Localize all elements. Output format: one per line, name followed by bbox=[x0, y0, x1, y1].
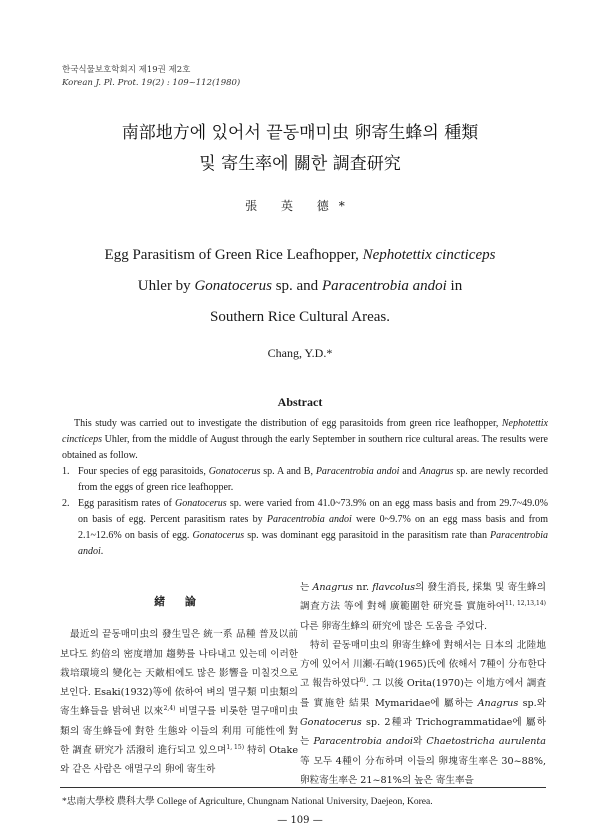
abstract-text: sp. was dominant egg parasitoid in the parasitism rate than bbox=[244, 530, 491, 541]
genus-name: Gonatocerus bbox=[300, 717, 362, 729]
species-name: Paracentrobia andoi bbox=[315, 466, 400, 477]
body-text: 다른 卵寄生蜂의 研究에 많은 도움을 주었다. bbox=[300, 620, 488, 632]
species-name: Paracentrobia andoi bbox=[78, 530, 548, 557]
korean-title-line-2: 및 寄生率에 關한 調査研究 bbox=[199, 154, 401, 174]
finding-item bbox=[62, 464, 548, 496]
species-name: Paracentrobia andoi bbox=[321, 278, 447, 294]
species-name: Chaetostricha aurulenta bbox=[426, 736, 547, 748]
body-text: 비멸구를 비롯한 멸구매미虫類의 寄生蜂들에 對한 生態와 이들의 利用 可能性에 對한 調査 研究가 活潑히 進行되고 있으며 bbox=[60, 706, 299, 757]
genus-name: Anagrus bbox=[419, 466, 454, 477]
genus-name: Gonatocerus bbox=[208, 466, 261, 477]
page-number: — 109 — bbox=[277, 815, 323, 826]
intro-paragraph bbox=[300, 578, 546, 636]
citation-ref: 2,4) bbox=[163, 705, 176, 713]
citation-ref: 6) bbox=[359, 677, 366, 685]
abstract-text: were 0~9.7% on an egg mass basis and from 2.1~12.6% on basis of egg. bbox=[78, 514, 549, 541]
journal-name-english: Korean J. Pl. Prot. 19(2) : 109~112(1980) bbox=[62, 78, 241, 88]
abstract-body bbox=[62, 416, 548, 560]
body-text: . 그 以後 Orita(1970)는 이地方에서 調査를 實施한 結果 Mymaridae에 屬하는 bbox=[300, 678, 546, 709]
english-title bbox=[0, 240, 600, 333]
body-text: 等 모두 4種이 分布하며 이들의 卵塊寄生率은 30~88%, 卵粒寄生率은 21~81%의 높은 寄生率을 bbox=[300, 755, 546, 786]
species-name: flavcolus bbox=[372, 582, 416, 593]
genus-name: Gonatocerus bbox=[175, 498, 227, 509]
korean-author: 張 英 德* bbox=[245, 199, 355, 213]
species-name: Paracentrobia andoi bbox=[266, 514, 352, 525]
abstract-text: sp. A and B, bbox=[260, 466, 316, 477]
title-text: in bbox=[446, 278, 463, 294]
citation-ref: 1, 15) bbox=[226, 743, 245, 751]
genus-name: Anagrus bbox=[312, 582, 354, 593]
species-name: Nephotettix cincticeps bbox=[62, 418, 548, 445]
english-author: Chang, Y.D.* bbox=[267, 346, 333, 360]
intro-paragraph bbox=[300, 636, 546, 790]
intro-left-column bbox=[60, 578, 298, 780]
body-text: sp.와 bbox=[518, 697, 546, 709]
species-name: Nephotettix cincticeps bbox=[362, 247, 496, 263]
body-text: sp. 2種과 Trichogrammatidae에 屬하는 bbox=[300, 717, 546, 748]
korean-title-line-1: 南部地方에 있어서 끝동매미虫 卵寄生蜂의 種類 bbox=[121, 123, 479, 143]
english-title-line-1 bbox=[0, 240, 600, 271]
journal-name-korean: 한국식물보호학회지 제19권 제2호 bbox=[62, 65, 191, 75]
abstract-text: Uhler, from the middle of August through the early September in southern rice cultural areas. The results were obtained as follow. bbox=[62, 434, 548, 461]
item-number: 2. bbox=[62, 498, 70, 509]
abstract-text: and bbox=[399, 466, 420, 477]
korean-title bbox=[0, 118, 600, 180]
body-text: 와 bbox=[412, 736, 427, 748]
genus-name: Gonatocerus bbox=[194, 278, 272, 294]
abstract-intro bbox=[62, 416, 548, 464]
body-text: 最近의 끝동매미虫의 發生밀은 統一系 品種 普及以前보다도 約倍의 密度增加 趨勢를 나타내고 있는데 이러한 栽培環境의 變化는 天敵相에도 많은 影響을 미칠것으로 보인다. Esaki(1932)等에 依하여 벼의 멸구類 미虫類의 寄生蜂들을 밝혀낸 以來 bbox=[60, 629, 298, 718]
abstract-text: Egg parasitism rates of bbox=[78, 498, 175, 509]
intro-right-column bbox=[300, 578, 546, 790]
title-text: Egg Parasitism of Green Rice Leafhopper, bbox=[104, 247, 363, 263]
body-text: nr. bbox=[353, 582, 373, 593]
footnote-divider bbox=[60, 787, 546, 788]
genus-name: Anagrus bbox=[477, 697, 519, 709]
title-text: sp. and bbox=[271, 278, 322, 294]
abstract-text: sp. were varied from 41.0~73.9% on an egg mass basis and from 29.7~49.0% on basis of egg. Percent parasitism rates by bbox=[78, 498, 549, 525]
body-text: 는 bbox=[300, 582, 313, 593]
abstract-text: . bbox=[100, 546, 104, 557]
citation-ref: 11, 12,13,14) bbox=[504, 600, 546, 608]
english-title-line-2 bbox=[0, 271, 600, 302]
finding-item bbox=[62, 496, 548, 560]
genus-name: Gonatocerus bbox=[192, 530, 245, 541]
body-text: 特히 끝동매미虫의 卵寄生蜂에 對해서는 日本의 北陸地方에 있어서 川瀬·石崎(1965)氏에 依해서 7種이 分布한다고 報告하였다 bbox=[300, 639, 546, 690]
english-title-line-3: Southern Rice Cultural Areas. bbox=[210, 309, 390, 325]
abstract-text: This study was carried out to investigate the distribution of egg parasitoids from green rice leafhopper, bbox=[74, 418, 502, 429]
section-heading-introduction: 緒 論 bbox=[154, 595, 204, 608]
body-text: 의 發生消長, 採集 및 寄生蜂의 調査方法 等에 對해 廣範圍한 研究를 實施하여 bbox=[300, 582, 546, 613]
journal-citation bbox=[62, 64, 240, 90]
item-number: 1. bbox=[62, 466, 70, 477]
abstract-text: Four species of egg parasitoids, bbox=[78, 466, 209, 477]
body-text: 特히 Otake와 같은 사람은 애멸구의 卵에 寄生하 bbox=[60, 745, 298, 776]
title-text: Uhler by bbox=[137, 278, 195, 294]
abstract-heading: Abstract bbox=[277, 395, 323, 409]
affiliation-footnote: *忠南大學校 農科大學 College of Agriculture, Chungnam National University, Daejeon, Korea. bbox=[62, 797, 433, 807]
findings-list bbox=[62, 464, 548, 560]
abstract-text: sp. are newly recorded from the eggs of green rice leafhopper. bbox=[78, 466, 548, 493]
species-name: Paracentrobia andoi bbox=[313, 736, 413, 748]
intro-paragraph bbox=[60, 625, 298, 779]
